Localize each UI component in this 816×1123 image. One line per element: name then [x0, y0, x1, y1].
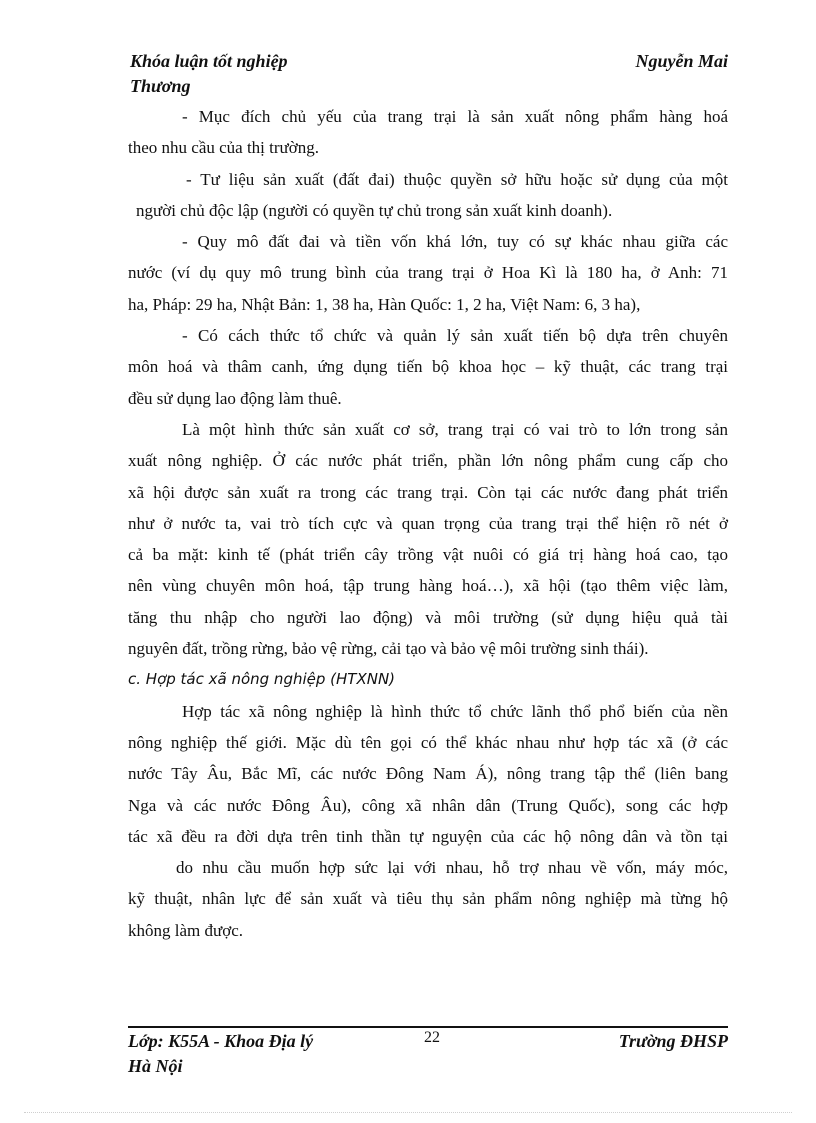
text-line: Là một hình thức sản xuất cơ sở, trang trại có vai trò to lớn trong sản: [182, 419, 728, 439]
text-line: - Có cách thức tổ chức và quản lý sản xuất tiến bộ dựa trên chuyên: [182, 326, 728, 346]
text-line: nguyên đất, trồng rừng, bảo vệ rừng, cải tạo và bảo vệ môi trường sinh thái).: [128, 639, 649, 659]
text-line: - Quy mô đất đai và tiền vốn khá lớn, tuy có sự khác nhau giữa các: [182, 232, 728, 252]
footer-rule: [128, 1026, 728, 1028]
footer-class-line2: Hà Nội: [128, 1056, 183, 1076]
text-line: kỹ thuật, nhân lực để sản xuất và tiêu thụ sản phẩm nông nghiệp mà từng hộ: [128, 889, 728, 909]
text-line: tăng thu nhập cho người lao động) và môi trường (sử dụng hiệu quả tài: [128, 607, 728, 627]
text-line: theo nhu cầu của thị trường.: [128, 138, 319, 158]
text-line: đều sử dụng lao động làm thuê.: [128, 388, 342, 408]
text-line: như ở nước ta, vai trò tích cực và quan trọng của trang trại thể hiện rõ nét ở: [128, 513, 728, 533]
text-line: - Tư liệu sản xuất (đất đai) thuộc quyền sở hữu hoặc sử dụng của một: [186, 169, 728, 189]
text-line: Nga và các nước Đông Âu), công xã nhân dân (Trung Quốc), song các hợp: [128, 795, 728, 815]
header-title-line1: Khóa luận tốt nghiệp: [130, 51, 288, 71]
text-line: nước (ví dụ quy mô trung bình của trang trại ở Hoa Kì là 180 ha, ở Anh: 71: [128, 263, 728, 283]
page-bottom-dotted-border: [24, 1112, 792, 1113]
text-line: tác xã đều ra đời dựa trên tinh thần tự nguyện của các hộ nông dân và tồn tại: [128, 826, 728, 846]
section-heading: c. Hợp tác xã nông nghiệp (HTXNN): [128, 670, 396, 689]
text-line: người chủ độc lập (người có quyền tự chủ trong sản xuất kinh doanh).: [136, 200, 613, 220]
footer-school: Trường ĐHSP: [618, 1031, 728, 1051]
text-line: - Mục đích chủ yếu của trang trại là sản xuất nông phẩm hàng hoá: [182, 107, 728, 126]
footer-class-line1: Lớp: K55A - Khoa Địa lý: [128, 1031, 314, 1051]
text-line: không làm được.: [128, 920, 243, 940]
page-header: [130, 49, 728, 99]
text-line: ha, Pháp: 29 ha, Nhật Bản: 1, 38 ha, Hàn Quốc: 1, 2 ha, Việt Nam: 6, 3 ha),: [128, 294, 641, 314]
page-number: 22: [424, 1029, 440, 1046]
page-footer: [128, 1029, 728, 1079]
document-body: [128, 101, 728, 946]
text-line: nông nghiệp thế giới. Mặc dù tên gọi có thể khác nhau như hợp tác xã (ở các: [128, 732, 728, 752]
header-title-line2: Thương: [130, 76, 191, 96]
text-line: Hợp tác xã nông nghiệp là hình thức tổ chức lãnh thổ phổ biến của nền: [182, 701, 728, 721]
text-line: cả ba mặt: kinh tế (phát triển cây trồng vật nuôi có giá trị hàng hoá cao, tạo: [128, 545, 728, 565]
text-line: môn hoá và thâm canh, ứng dụng tiến bộ khoa học – kỹ thuật, các trang trại: [128, 357, 728, 377]
text-line: do nhu cầu muốn hợp sức lại với nhau, hỗ trợ nhau về vốn, máy móc,: [176, 858, 728, 878]
header-author: Nguyễn Mai: [635, 51, 728, 71]
text-line: nên vùng chuyên môn hoá, tập trung hàng hoá…), xã hội (tạo thêm việc làm,: [128, 576, 728, 596]
text-line: xuất nông nghiệp. Ở các nước phát triển, phần lớn nông phẩm cung cấp cho: [128, 451, 728, 471]
text-line: nước Tây Âu, Bắc Mĩ, các nước Đông Nam Á), nông trang tập thể (liên bang: [128, 764, 728, 784]
text-line: xã hội được sản xuất ra trong các trang trại. Còn tại các nước đang phát triển: [128, 482, 728, 502]
